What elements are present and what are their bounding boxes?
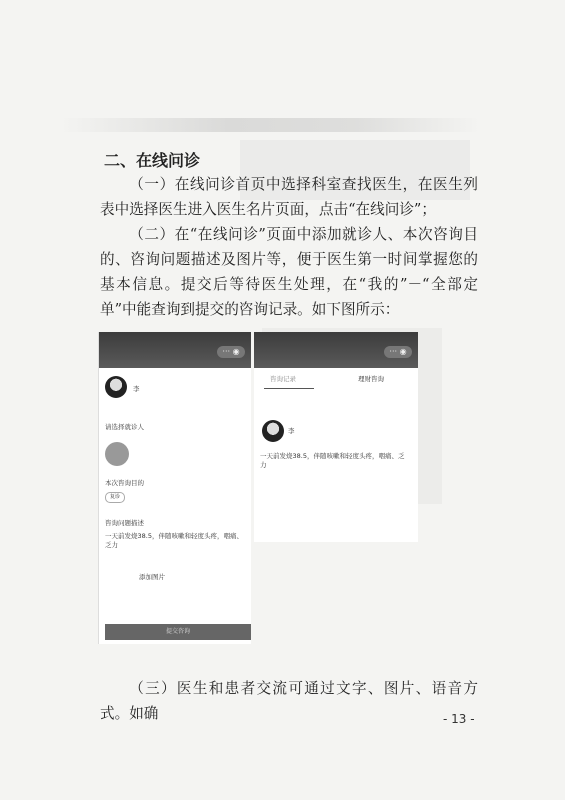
tab-consult: 理财咨询 <box>358 375 384 383</box>
paragraph-1: （一）在线问诊首页中选择科室查找医生，在医生列表中选择医生进入医生名片页面，点击“在线问诊”； <box>100 176 478 218</box>
doctor-name: 李 <box>288 427 295 435</box>
show-through-text <box>60 118 480 132</box>
submit-button: 提交咨询 <box>105 624 251 640</box>
page-number: - 13 - <box>443 712 475 726</box>
doctor-avatar <box>262 420 284 442</box>
paragraph-2: （二）在“在线问诊”页面中添加就诊人、本次咨询目的、咨询问题描述及图片等，便于医生第一时间掌握您的基本信息。提交后等待医生处理，在“我的”－“全部定单”中能查询到提交的咨询记录。如下图所示： <box>100 226 478 318</box>
doctor-avatar <box>105 376 127 398</box>
purpose-label: 本次咨询目的 <box>105 479 144 487</box>
top-bar <box>254 332 418 368</box>
description-label: 咨询问题描述 <box>105 519 144 527</box>
description-text: 一天前发烧38.5，伴随咳嗽和轻度头疼，咽痛、乏力 <box>260 452 405 469</box>
tab-underline <box>264 388 314 389</box>
purpose-tag: 复诊 <box>105 492 125 503</box>
select-patient-label: 请选择就诊人 <box>105 423 144 431</box>
add-patient-button <box>105 442 129 466</box>
more-icon: ··· ◉ <box>384 346 412 358</box>
paragraph-3: （三）医生和患者交流可通过文字、图片、语音方式。如确 <box>100 680 478 722</box>
add-photo-label: 添加图片 <box>139 573 165 581</box>
app-screenshot <box>98 332 418 644</box>
section-heading: 二、在线问诊 <box>104 151 201 170</box>
description-text: 一天前发烧38.5，伴随咳嗽和轻度头疼，咽痛、乏力 <box>105 532 243 549</box>
order-record-screen <box>254 332 418 542</box>
doctor-name: 李 <box>133 385 140 393</box>
tab-records: 咨询记录 <box>270 375 296 383</box>
more-icon: ··· ◉ <box>217 346 245 358</box>
top-bar <box>99 332 251 368</box>
consult-form-screen <box>98 332 251 644</box>
